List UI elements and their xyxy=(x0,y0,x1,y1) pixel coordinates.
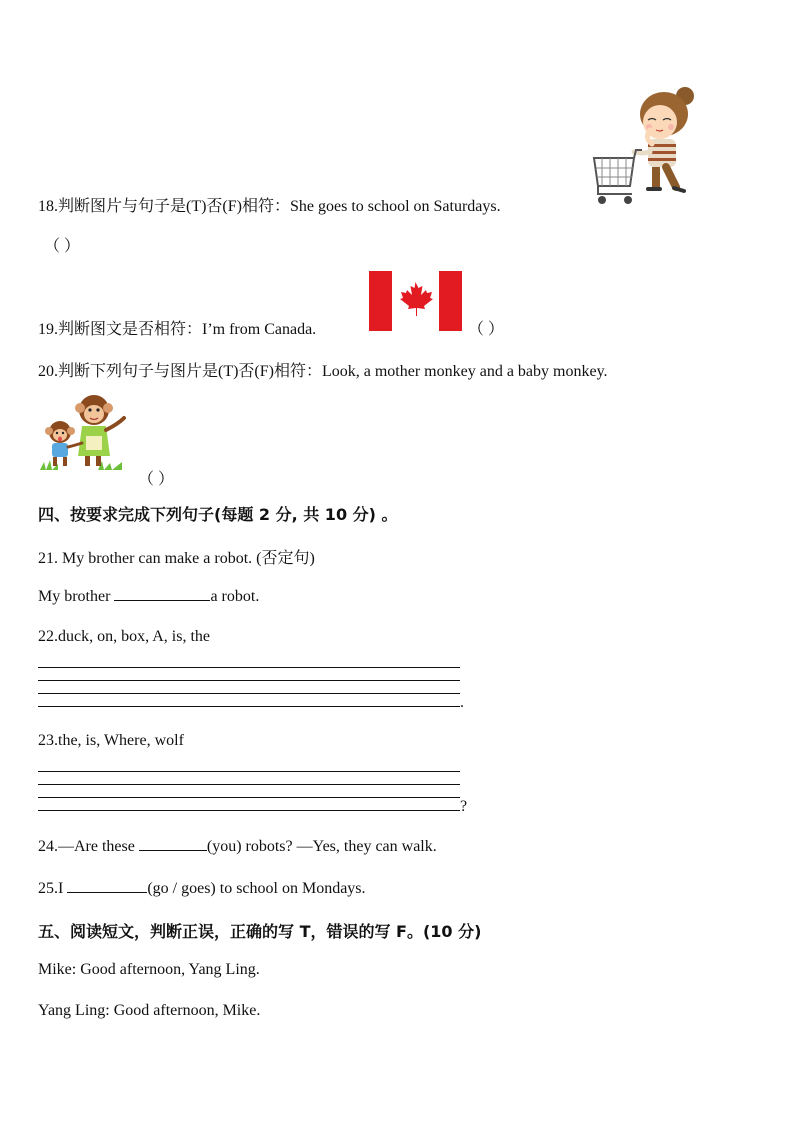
question-19-text: 19.判断图文是否相符：I’m from Canada. xyxy=(38,321,317,338)
question-25-blank[interactable] xyxy=(67,878,147,893)
canada-flag-image xyxy=(369,271,462,331)
question-24-before: 24.—Are these xyxy=(38,838,139,855)
question-21-prompt: 21. My brother can make a robot. (否定句) xyxy=(38,550,315,567)
question-25-line xyxy=(38,878,366,898)
question-22-writing-line-1[interactable] xyxy=(38,667,460,668)
question-25-after: (go / goes) to school on Mondays. xyxy=(147,880,366,897)
dialogue-line-2: Yang Ling: Good afternoon, Mike. xyxy=(38,1002,261,1019)
question-19-answer-paren[interactable]: （ ） xyxy=(468,321,505,338)
question-23-end-mark: ? xyxy=(460,798,468,815)
question-21-answer-line xyxy=(38,586,259,606)
question-22-end-mark: . xyxy=(460,694,464,711)
question-24-after: (you) robots? —Yes, they can walk. xyxy=(206,838,437,855)
question-21-answer-before: My brother xyxy=(38,588,115,605)
question-20-answer-paren[interactable]: （ ） xyxy=(138,471,175,488)
dialogue-line-1: Mike: Good afternoon, Yang Ling. xyxy=(38,961,260,978)
question-18-text: 18.判断图片与句子是(T)否(F)相符：She goes to school on Saturdays. xyxy=(38,198,501,215)
question-23-prompt: 23.the, is, Where, wolf xyxy=(38,732,184,749)
question-21-answer-after: a robot. xyxy=(210,588,260,605)
question-24-line xyxy=(38,836,437,856)
question-23-writing-line-4[interactable] xyxy=(38,810,460,811)
question-22-writing-line-2[interactable] xyxy=(38,680,460,681)
section-5-title: 五、阅读短文，判断正误，正确的写 T，错误的写 F。(10 分) xyxy=(38,922,482,941)
question-24-blank[interactable] xyxy=(139,836,207,851)
question-22-writing-line-4[interactable] xyxy=(38,706,460,707)
question-22-writing-line-3[interactable] xyxy=(38,693,460,694)
question-21-blank[interactable] xyxy=(114,586,210,601)
girl-shopping-cart-image xyxy=(590,84,700,208)
question-23-writing-line-2[interactable] xyxy=(38,784,460,785)
section-4-title: 四、按要求完成下列句子(每题 2 分, 共 10 分) 。 xyxy=(38,505,398,524)
question-18-answer-paren[interactable]: （ ） xyxy=(44,238,81,255)
question-20-text: 20.判断下列句子与图片是(T)否(F)相符：Look, a mother monkey and a baby monkey. xyxy=(38,363,608,380)
monkeys-image xyxy=(38,392,130,474)
question-22-prompt: 22.duck, on, box, A, is, the xyxy=(38,628,210,645)
question-25-before: 25.I xyxy=(38,880,68,897)
question-23-writing-line-1[interactable] xyxy=(38,771,460,772)
question-23-writing-line-3[interactable] xyxy=(38,797,460,798)
